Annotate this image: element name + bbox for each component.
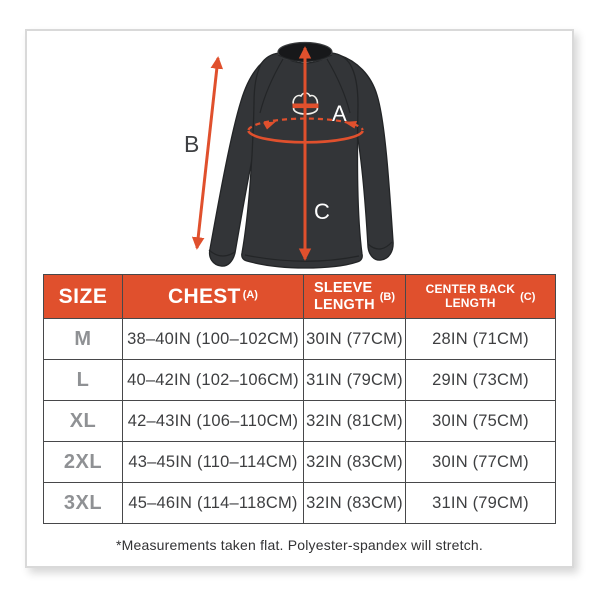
label-c: C xyxy=(314,199,330,224)
header-back-key: (C) xyxy=(520,290,536,303)
shirt-measurement-diagram xyxy=(27,31,575,271)
header-chest xyxy=(123,275,304,319)
chest-cell: 43–45IN (110–114CM) xyxy=(123,442,304,483)
back-cell: 30IN (77CM) xyxy=(406,442,556,483)
header-sleeve-key: (B) xyxy=(379,290,396,303)
label-a: A xyxy=(332,101,347,126)
header-sleeve-line2: LENGTH xyxy=(313,296,375,313)
size-chart-card xyxy=(25,29,574,568)
size-table xyxy=(43,274,556,524)
chest-cell: 40–42IN (102–106CM) xyxy=(123,360,304,401)
size-cell: 2XL xyxy=(44,442,123,483)
size-cell: XL xyxy=(44,401,123,442)
table-row xyxy=(44,483,556,524)
header-chest-key: (A) xyxy=(242,288,258,301)
sleeve-cell: 32IN (83CM) xyxy=(304,442,406,483)
size-cell: M xyxy=(44,319,123,360)
sleeve-cell: 32IN (81CM) xyxy=(304,401,406,442)
header-size-label: SIZE xyxy=(58,284,108,308)
table-header-row xyxy=(44,275,556,319)
header-sleeve-line1: SLEEVE xyxy=(313,280,373,297)
back-cell: 31IN (79CM) xyxy=(406,483,556,524)
back-cell: 30IN (75CM) xyxy=(406,401,556,442)
footnote: *Measurements taken flat. Polyester-spandex will stretch. xyxy=(116,537,483,553)
table-row xyxy=(44,360,556,401)
table-row xyxy=(44,401,556,442)
sleeve-cell: 32IN (83CM) xyxy=(304,483,406,524)
shirt-diagram-svg xyxy=(27,31,575,271)
shirt-illustration xyxy=(209,43,393,269)
header-back-line2: LENGTH xyxy=(445,295,496,310)
header-chest-label: CHEST xyxy=(168,284,241,308)
header-size xyxy=(44,275,123,319)
label-b: B xyxy=(184,131,200,157)
chest-cell: 42–43IN (106–110CM) xyxy=(123,401,304,442)
header-sleeve-length xyxy=(304,275,406,319)
back-cell: 28IN (71CM) xyxy=(406,319,556,360)
sleeve-cell: 31IN (79CM) xyxy=(304,360,406,401)
sleeve-cell: 30IN (77CM) xyxy=(304,319,406,360)
table-row xyxy=(44,319,556,360)
chest-cell: 38–40IN (100–102CM) xyxy=(123,319,304,360)
chest-cell: 45–46IN (114–118CM) xyxy=(123,483,304,524)
size-cell: L xyxy=(44,360,123,401)
header-back-line1: CENTER BACK xyxy=(425,282,516,297)
back-cell: 29IN (73CM) xyxy=(406,360,556,401)
table-row xyxy=(44,442,556,483)
header-center-back-length xyxy=(406,275,556,319)
size-cell: 3XL xyxy=(44,483,123,524)
